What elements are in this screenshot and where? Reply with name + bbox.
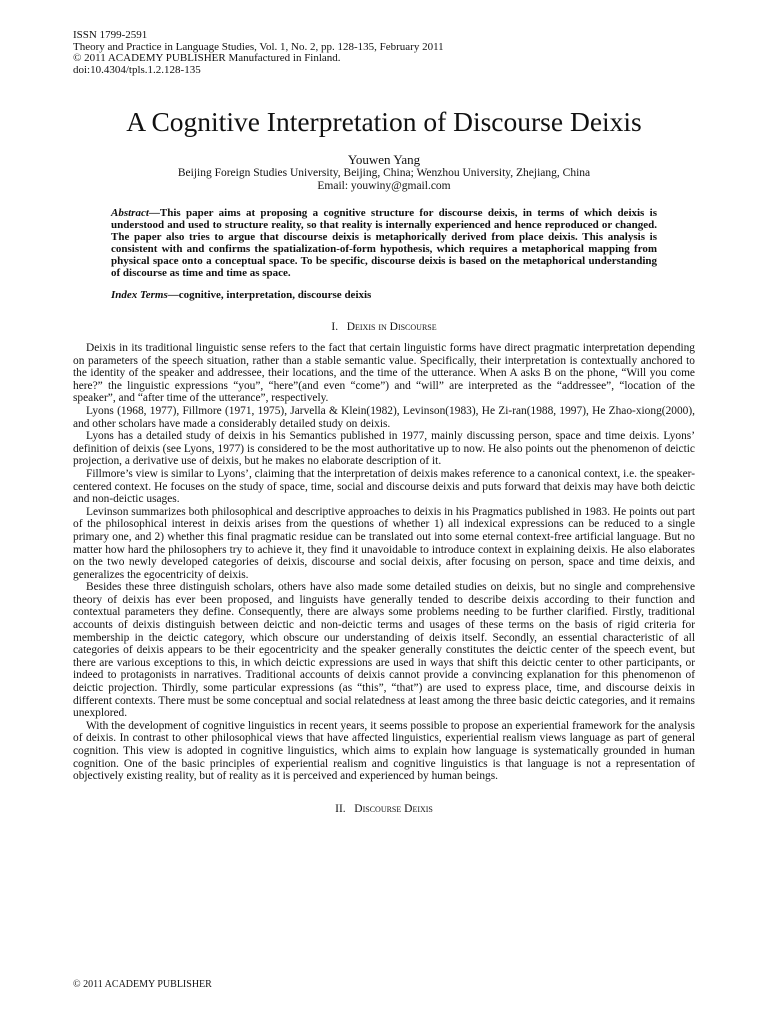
journal-header [73,30,695,76]
journal-line: Theory and Practice in Language Studies, Vol. 1, No. 2, pp. 128-135, February 2011 [73,40,444,53]
author-name: Youwen Yang [347,152,421,167]
index-terms [111,289,657,301]
body-paragraph: Levinson summarizes both philosophical and descriptive approaches to deixis in his Pragmatics published in 1983. He points out part of the philosophical interest in deixis arises from the questions of whether 1) all indexical expressions can be reduced to a single primary one, and 2) whether this final pragmatic residue can be translated out into some eternal context-free artificial language. But no matter how hard the philosophers try to achieve it, they find it unavoidable to introduce context in explaining deixis. He also elaborates on the two newly developed categories of deixis, discourse and social deixis, after focusing on person, space and time deixis, and generalizes the egocentricity of deixis. [73,505,695,581]
body-paragraph: Fillmore’s view is similar to Lyons’, claiming that the interpretation of deixis makes reference to a canonical context, i.e. the speaker-centered context. He focuses on the study of space, time, social and discourse deixis and puts forward that deixis may have both deictic and non-deictic usages. [73,467,695,506]
section-number: I. [331,321,339,333]
section-title: Deixis in Discourse [346,321,437,333]
body-paragraph: Lyons has a detailed study of deixis in his Semantics published in 1977, mainly discussing person, space and time deixis. Lyons’ definition of deixis (see Lyons, 1977) is considered to be the most authoritative up to now. He also points out the phenomenon of deictic projection, a derivative use of deixis, but he makes no elaborate description of it. [73,430,695,468]
author-affiliation: Beijing Foreign Studies University, Beijing, China; Wenzhou University, Zhejiang, China [177,167,591,179]
abstract-text: —This paper aims at proposing a cognitive structure for discourse deixis, in terms of which deixis is understood and used to structure reality, so that reality is internally experienced and hence reproduced or changed. The paper also tries to argue that discourse deixis is metaphorically derived from place deixis. This analysis is consistent with and confirms the spatialization-of-form hypothesis, which requires a metaphorical mapping from physical space onto a conceptual space. To be specific, discourse deixis is based on the metaphorical understanding of discourse as time and time as space. [111,207,657,279]
issn-line: ISSN 1799-2591 [73,29,148,41]
body-paragraph: With the development of cognitive linguistics in recent years, it seems possible to propose an experiential framework for the analysis of deixis. In contrast to other philosophical views that have affected linguistics, experiential realism views language as part of general cognition. This view is adopted in cognitive linguistics, which aims to explain how language is systematically grounded in human cognition. One of the basic principles of experiential realism and cognitive linguistics is that language is not a representation of objectively existing reality, but of reality as it is perceived and experienced by human beings. [73,719,695,783]
body-paragraph: Besides these three distinguish scholars, others have also made some detailed studies on deixis, but no single and comprehensive theory of deixis has ever been proposed, and linguists have generally tended to describe deixis according to their function and contextual parameters they define. Consequently, there are always some problems needing to be further clarified. Firstly, traditional accounts of deixis distinguish between deictic and non-deictic terms and usages of these terms on the basis of rigid criteria for membership in the deictic category, which obscure our understanding of deixis itself. Secondly, an essential characteristic of all categories of deixis appears to be their egocentricity and the speaker generally constitutes the deictic center of the speech event, but there are various exceptions to this, in which deictic expressions are used in ways that shift this deictic center to other participants, or indeed to protagonists in narratives. Traditional accounts of deixis cannot provide a convincing explanation for this phenomenon of deictic projection. Thirdly, some particular expressions (as “this”, “that”) are used to express place, time, and discourse deixis in different contexts. There must be some conceptual and social relatedness at least among the three basic deictic categories, and it remains unexplored. [73,581,695,720]
body-paragraph: Deixis in its traditional linguistic sense refers to the fact that certain linguistic forms have direct pragmatic interpretation depending on parameters of the speech situation, rather than a stable semantic value. Specifically, their interpretation is contextually anchored to the identity of the speaker and addressee, their locations, and the time of the utterance. When A asks B on the phone, “Will you come here?” the linguistic expressions “you”, “here”(and even “come”) and “will” are interpreted as the “addressee”, “location of the speaker”, and “after time of the utterance”, respectively. [73,342,695,405]
paper-title: A Cognitive Interpretation of Discourse Deixis [126,106,642,137]
index-terms-lead: Index Terms [111,289,168,301]
paper-page [73,30,695,824]
section-body [73,342,695,783]
index-terms-text: —cognitive, interpretation, discourse deixis [167,289,372,301]
abstract [111,207,657,279]
section-number: II. [335,802,346,815]
doi-line: doi:10.4304/tpls.1.2.128-135 [73,63,201,76]
page-footer: © 2011 ACADEMY PUBLISHER [73,979,212,990]
section-heading-2 [73,803,695,816]
author-email: Email: youwiny@gmail.com [317,180,451,192]
section-heading-1 [73,321,695,334]
section-title: Discourse Deixis [354,802,433,815]
abstract-lead: Abstract [111,207,149,219]
copyright-line: © 2011 ACADEMY PUBLISHER Manufactured in Finland. [73,52,341,64]
body-paragraph: Lyons (1968, 1977), Fillmore (1971, 1975), Jarvella & Klein(1982), Levinson(1983), He Zi-ran(1988, 1997), He Zhao-xiong(2000), and other scholars have made a considerably detailed study on deixis. [73,404,695,430]
